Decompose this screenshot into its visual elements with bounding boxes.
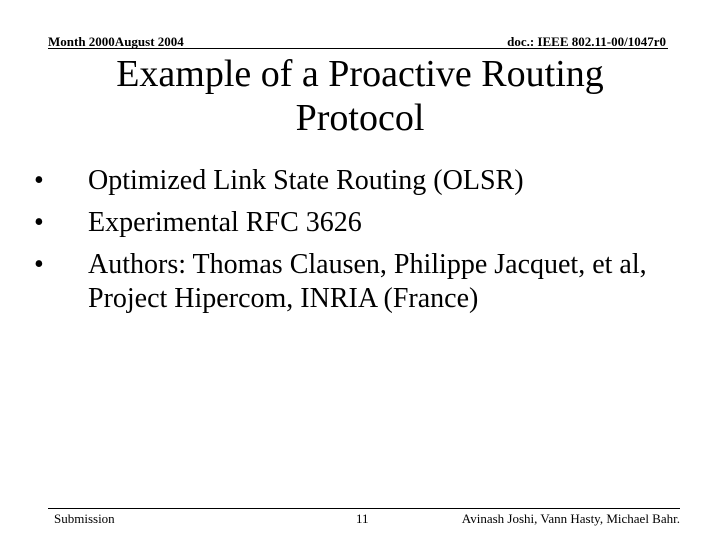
header-doc-id: doc.: IEEE 802.11-00/1047r0: [507, 34, 666, 49]
bullet-item: [34, 248, 684, 316]
bullet-icon: •: [34, 249, 44, 280]
footer-authors: Avinash Joshi, Vann Hasty, Michael Bahr.: [461, 511, 680, 526]
footer-divider: [48, 508, 680, 509]
bullet-list: [34, 164, 684, 324]
bullet-text: Experimental RFC 3626: [88, 207, 362, 238]
header-divider: [48, 48, 668, 49]
bullet-icon: •: [34, 165, 44, 196]
header-date: Month 2000August 2004: [48, 34, 184, 49]
bullet-text: Authors: Thomas Clausen, Philippe Jacquet, et al, Project Hipercom, INRIA (France): [88, 249, 647, 314]
page-number: 11: [356, 511, 369, 526]
bullet-item: [34, 206, 684, 240]
bullet-item: [34, 164, 684, 198]
slide-title: Example of a Proactive Routing Protocol: [116, 53, 604, 139]
bullet-text: Optimized Link State Routing (OLSR): [88, 165, 524, 196]
bullet-icon: •: [34, 207, 44, 238]
footer-submission: Submission: [54, 511, 115, 526]
